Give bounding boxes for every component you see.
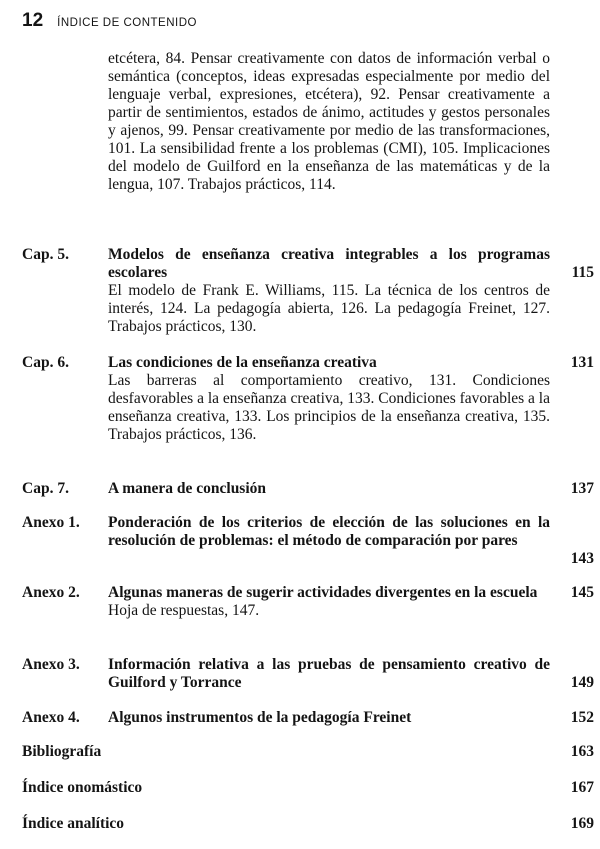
entry-title: Algunas maneras de sugerir actividades divergentes en la escuela xyxy=(108,584,538,601)
page-header xyxy=(22,10,197,32)
page-number: 12 xyxy=(22,10,44,31)
toc-entry-cap-5 xyxy=(22,246,594,336)
entry-title: Ponderación de los criterios de elección de las soluciones en la resolución de problemas: el método de comparación por pares xyxy=(108,514,550,549)
entry-title: Algunos instrumentos de la pedagogía Freinet xyxy=(108,709,412,726)
toc-entry-indice-analitico xyxy=(22,815,594,833)
entry-title: Información relativa a las pruebas de pensamiento creativo de Guilford y Torrance xyxy=(108,656,550,691)
toc-entry-anexo-4 xyxy=(22,709,594,727)
toc-entry-cap-6 xyxy=(22,354,594,444)
entry-title: Las condiciones de la enseñanza creativa xyxy=(108,354,377,371)
entry-page: 167 xyxy=(570,779,594,796)
entry-page: 115 xyxy=(571,264,594,281)
continued-entry-text: etcétera, 84. Pensar creativamente con datos de información verbal o semántica (conceptos, ideas expresadas especialmente por medio del lenguaje verbal, expresiones, etcétera), 92. Pensar creativamente a partir de sentimientos, estados de ánimo, actitudes y gestos personales y ajenos, 99. Pensar creativamente por medio de las transformaciones, 101. La sensibilidad frente a los problemas (CMI), 105. Implicaciones del modelo de Guilford en la enseñanza de las matemáticas y de la lengua, 107. Trabajos prácticos, 114. xyxy=(108,50,550,193)
toc-entry-anexo-1 xyxy=(22,514,594,567)
toc-entry-bibliografia xyxy=(22,743,594,761)
entry-label: Cap. 5. xyxy=(22,246,69,263)
running-head: ÍNDICE DE CONTENIDO xyxy=(57,17,197,29)
entry-title: Índice analítico xyxy=(22,815,125,832)
entry-label: Cap. 6. xyxy=(22,354,69,371)
entry-page: 143 xyxy=(570,550,594,567)
toc-entry-indice-onomastico xyxy=(22,779,594,797)
entry-title: A manera de conclusión xyxy=(108,480,267,497)
entry-label: Anexo 3. xyxy=(22,656,80,673)
entry-label: Anexo 1. xyxy=(22,514,80,531)
toc-entry-cap-7 xyxy=(22,480,594,498)
entry-page: 149 xyxy=(570,674,594,691)
entry-description: El modelo de Frank E. Williams, 115. La técnica de los centros de interés, 124. La pedagogía abierta, 126. La pedagogía Freinet, 127. Trabajos prácticos, 130. xyxy=(108,282,550,335)
entry-title: Modelos de enseñanza creativa integrables a los programas escolares xyxy=(108,246,550,281)
entry-label: Anexo 4. xyxy=(22,709,80,726)
entry-page: 145 xyxy=(570,584,594,601)
entry-description: Hoja de respuestas, 147. xyxy=(108,602,260,619)
toc-entry-anexo-2 xyxy=(22,584,594,620)
entry-page: 169 xyxy=(570,815,594,832)
entry-page: 152 xyxy=(570,709,594,726)
entry-title: Índice onomástico xyxy=(22,779,143,796)
entry-title: Bibliografía xyxy=(22,743,102,760)
entry-page: 163 xyxy=(570,743,594,760)
entry-page: 137 xyxy=(570,480,594,497)
entry-page: 131 xyxy=(570,354,594,371)
toc-entry-anexo-3 xyxy=(22,656,594,692)
entry-description: Las barreras al comportamiento creativo, 131. Condiciones desfavorables a la enseñanza creativa, 133. Condiciones favorables a la enseñanza creativa, 133. Los principios de la enseñanza creativa, 135. Trabajos prácticos, 136. xyxy=(108,372,550,443)
entry-label: Cap. 7. xyxy=(22,480,69,497)
entry-label: Anexo 2. xyxy=(22,584,80,601)
